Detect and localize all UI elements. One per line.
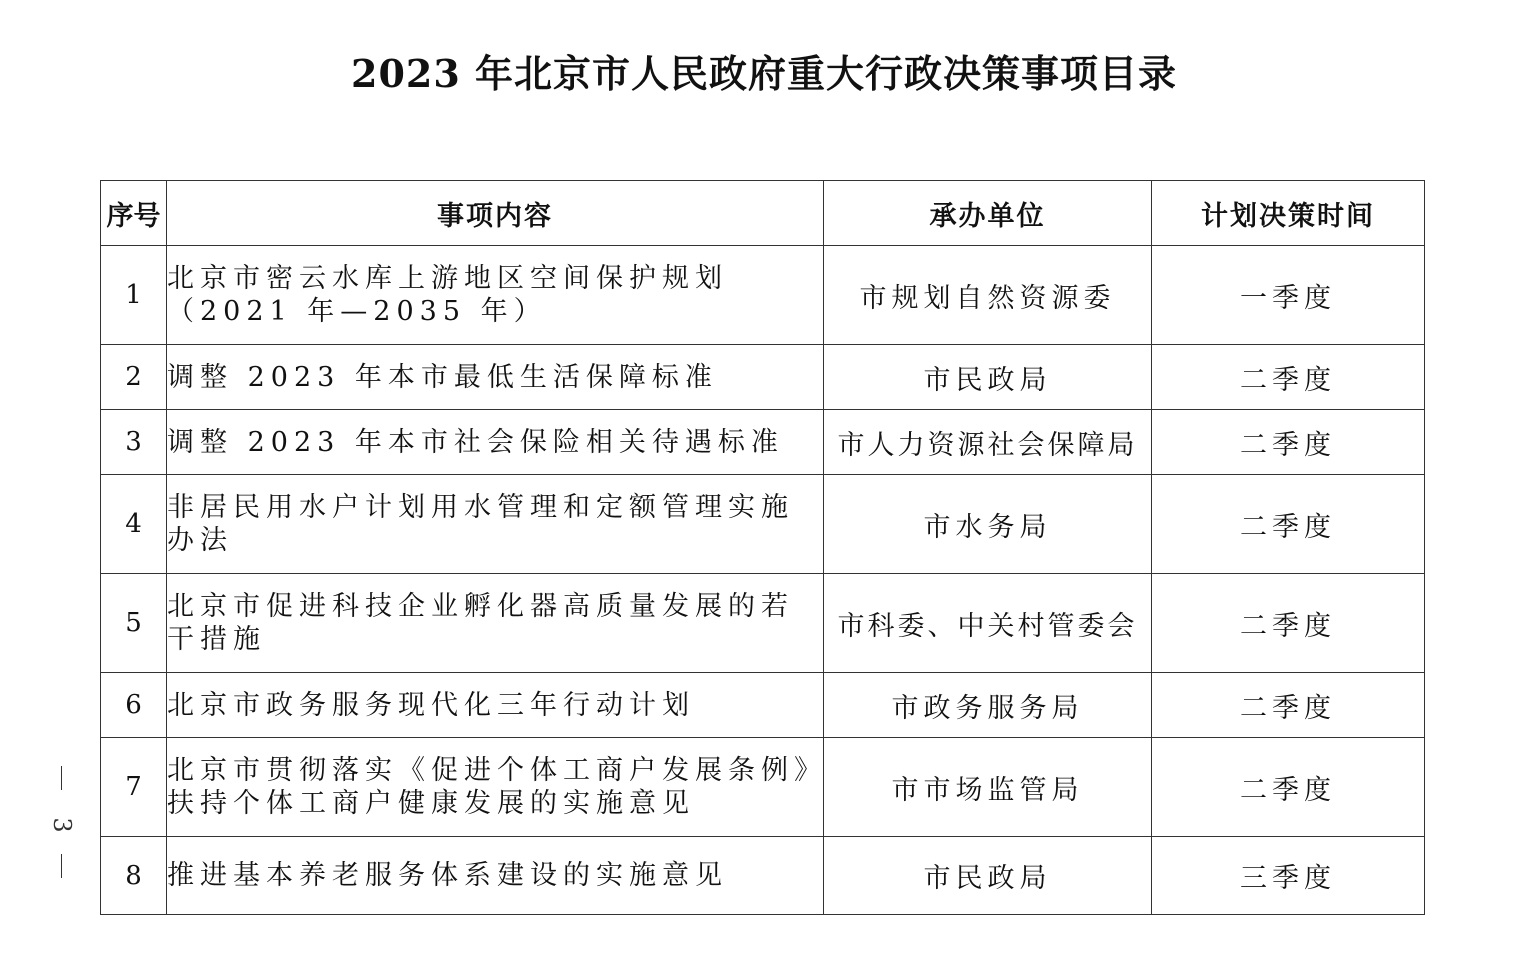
row-unit: 市水务局 xyxy=(824,475,1152,574)
row-seq: 1 xyxy=(101,246,167,345)
row-time: 二季度 xyxy=(1152,475,1425,574)
row-seq: 7 xyxy=(101,738,167,837)
row-seq: 2 xyxy=(101,345,167,410)
row-content: 推进基本养老服务体系建设的实施意见 xyxy=(167,837,824,915)
header-unit: 承办单位 xyxy=(824,181,1152,246)
header-seq: 序号 xyxy=(101,181,167,246)
page-number-dash-top xyxy=(61,766,62,790)
row-unit: 市规划自然资源委 xyxy=(824,246,1152,345)
row-time: 二季度 xyxy=(1152,574,1425,673)
page-number-dash-bottom xyxy=(61,854,62,878)
row-content: 北京市政务服务现代化三年行动计划 xyxy=(167,673,824,738)
row-unit: 市民政局 xyxy=(824,837,1152,915)
row-content: 调整 2023 年本市社会保险相关待遇标准 xyxy=(167,410,824,475)
row-time: 二季度 xyxy=(1152,410,1425,475)
row-seq: 6 xyxy=(101,673,167,738)
decision-catalog-table xyxy=(100,180,1425,915)
row-content: 调整 2023 年本市最低生活保障标准 xyxy=(167,345,824,410)
table-row xyxy=(101,246,1425,345)
table-row xyxy=(101,837,1425,915)
table-header-row xyxy=(101,181,1425,246)
row-content: 北京市促进科技企业孵化器高质量发展的若干措施 xyxy=(167,574,824,673)
row-unit: 市市场监管局 xyxy=(824,738,1152,837)
table-row xyxy=(101,345,1425,410)
table-row xyxy=(101,475,1425,574)
row-time: 一季度 xyxy=(1152,246,1425,345)
page-number-value: 3 xyxy=(48,817,76,833)
row-content: 非居民用水户计划用水管理和定额管理实施办法 xyxy=(167,475,824,574)
row-seq: 4 xyxy=(101,475,167,574)
row-seq: 8 xyxy=(101,837,167,915)
row-time: 三季度 xyxy=(1152,837,1425,915)
table-row xyxy=(101,738,1425,837)
row-content: 北京市密云水库上游地区空间保护规划（2021 年—2035 年） xyxy=(167,246,824,345)
table-row xyxy=(101,673,1425,738)
row-seq: 5 xyxy=(101,574,167,673)
header-content: 事项内容 xyxy=(167,181,824,246)
row-content: 北京市贯彻落实《促进个体工商户发展条例》扶持个体工商户健康发展的实施意见 xyxy=(167,738,824,837)
row-time: 二季度 xyxy=(1152,345,1425,410)
header-time: 计划决策时间 xyxy=(1152,181,1425,246)
page-number xyxy=(42,766,82,882)
row-seq: 3 xyxy=(101,410,167,475)
row-unit: 市人力资源社会保障局 xyxy=(824,410,1152,475)
row-time: 二季度 xyxy=(1152,673,1425,738)
row-time: 二季度 xyxy=(1152,738,1425,837)
table-row xyxy=(101,410,1425,475)
row-unit: 市政务服务局 xyxy=(824,673,1152,738)
table-row xyxy=(101,574,1425,673)
document-title: 2023 年北京市人民政府重大行政决策事项目录 xyxy=(351,51,1177,96)
row-unit: 市科委、中关村管委会 xyxy=(824,574,1152,673)
row-unit: 市民政局 xyxy=(824,345,1152,410)
